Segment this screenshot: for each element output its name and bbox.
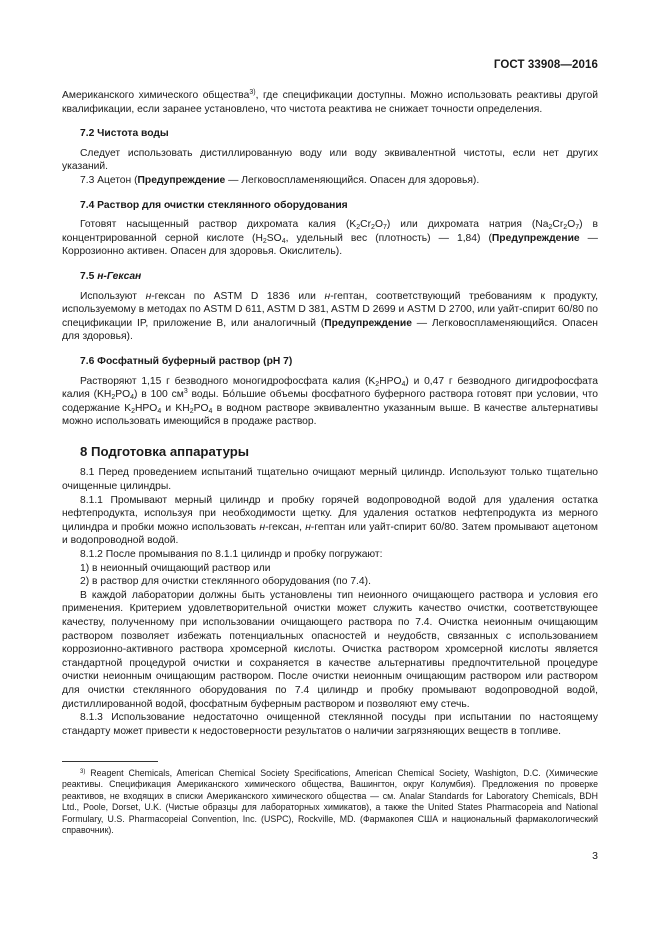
footnote: $^{3)}$ Reagent Chemicals, American Chemical Society Specifications, American Chemical Society, Washigton, D.C. (Химические реактивы. Спецификация Американского химического общества, Вашингтон, округ Колумбия). Предложения по проверке реактивов, не входящих в списки Американского химического общества — см. Analar Standards for Laboratory Chemicals, BDH Ltd., Poole, Dorset, U.K. (Чистые образцы для лабораторных химикатов), а также the United States Pharmacopeia and National Formulary, U.S. Pharmacopeial Convention, Inc. (USPC), Rockville, MD. (Фармакопея США и национальный фармакологический справочник). [62,768,598,836]
footnote-ref[interactable]: 3) [249,89,256,96]
section-heading-7-2: 7.2 Чистота воды [80,128,169,140]
section-heading-7-5: 7.5 н-Гексан [80,270,142,282]
section-heading-7-4: 7.4 Раствор для очистки стеклянного оборудования [80,199,348,211]
paragraph-7-5: Используют н-гексан по ASTM D 1836 или н-гептан, соответствующий требованиям к продукту, используемому в методах по ASTM D 611, ASTM D 381, ASTM D 2699 и ASTM D 2700, или уайт-спирит 60/80 по спецификации IP, приложение B, или аналогичный (Предупреждение — Легковоспламеняющийся. Опасен для здоровья). [62,290,599,343]
body-text [62,89,598,738]
paragraph-lab-cleaning: В каждой лаборатории должны быть установлены тип неионного очищающего раствора и условия его применения. Критерием удовлетворительной очистки может служить качество очистки, соответствующее качеству, полученному при использовании очищающего раствора по 7.4. Очистка неионным очищающим раствором позволяет избежать потенциальных опасностей и неудобств, связанных с использованием коррозионно-активного раствора хромсерной кислоты. Очистка раствором хромсерной кислоты является стандартной процедурой очистки и сохраняется в качестве альтернативы предпочтительной процедуре очистки неионным очищающим раствором. После очистки неионным очищающим раствором или раствором для очистки стеклянного оборудования по 7.4 цилиндр и пробку промывают водопроводной водой, дистиллированной водой, фосфатным буферным раствором и позволяют ему стечь. [62,589,598,710]
paragraph-continuation: Американского химического общества$^{3)}$, где спецификации доступны. Можно использовать реактивы другой квалификации, если заранее установлено, что чистота реактива не снижает точности определения. [62,89,599,115]
list-item: 1) в неионный очищающий раствор или [80,562,271,574]
paragraph-8-1: 8.1 Перед проведением испытаний тщательно очищают мерный цилиндр. Используют только тщательно очищенные цилиндры. [62,467,598,493]
paragraph-8-1-2: 8.1.2 После промывания по 8.1.1 цилиндр и пробку погружают: [80,549,383,561]
paragraph-7-6: Растворяют 1,15 г безводного моногидрофосфата калия $(K_2HPO_4)$ и 0,47 г безводного дигидрофосфата калия $(KH_2PO_4)$ в 100 $см^3$ воды. Бо́льшие объемы фосфатного буферного раствора готовят при условии, что содержание $K_2HPO_4$ и $KH_2PO_4$ в водном растворе эквивалентно указанным выше. В качестве альтернативы можно использовать имеющийся в продаже раствор. [62,375,599,428]
paragraph-7-2: Следует использовать дистиллированную воду или воду эквивалентной чистоты, если нет других указаний. [62,147,598,173]
section-heading-7-6: 7.6 Фосфатный буферный раствор (рН 7) [80,355,293,367]
page-number: 3 [592,850,598,862]
paragraph-8-1-3: 8.1.3 Использование недостаточно очищенной стеклянной посуды при испытании по настоящему стандарту может привести к недостоверности результатов о наличии загрязняющих веществ в топливе. [62,712,598,737]
paragraph-7-3: 7.3 Ацетон (Предупреждение — Легковоспламеняющийся. Опасен для здоровья). [80,174,480,186]
footnote-divider [62,761,158,762]
section-heading-8: 8 Подготовка аппаратуры [80,443,250,459]
paragraph-8-1-1: 8.1.1 Промывают мерный цилиндр и пробку горячей водопроводной водой для удаления остатка нефтепродукта, используя при необходимости щетку. Для удаления остатков нефтепродукта из мерного цилиндра и пробки можно использовать н-гексан, н-гептан или уайт-спирит 60/80. Затем промывают ацетоном и водопроводной водой. [62,494,599,547]
document-header: ГОСТ 33908—2016 [493,59,598,71]
footnote-mark: 3) [80,769,86,775]
list-item: 2) в раствор для очистки стеклянного оборудования (по 7.4). [80,576,371,588]
paragraph-7-4: Готовят насыщенный раствор дихромата калия $(K_2Cr_2O_7)$ или дихромата натрия $(Na_2Cr_2O_7)$ в концентрированной серной кислоте ($H_2SO_4$, удельный вес (плотность) — 1,84) (Предупреждение — Коррозионно активен. Опасен для здоровья. Окислитель). [62,219,598,258]
